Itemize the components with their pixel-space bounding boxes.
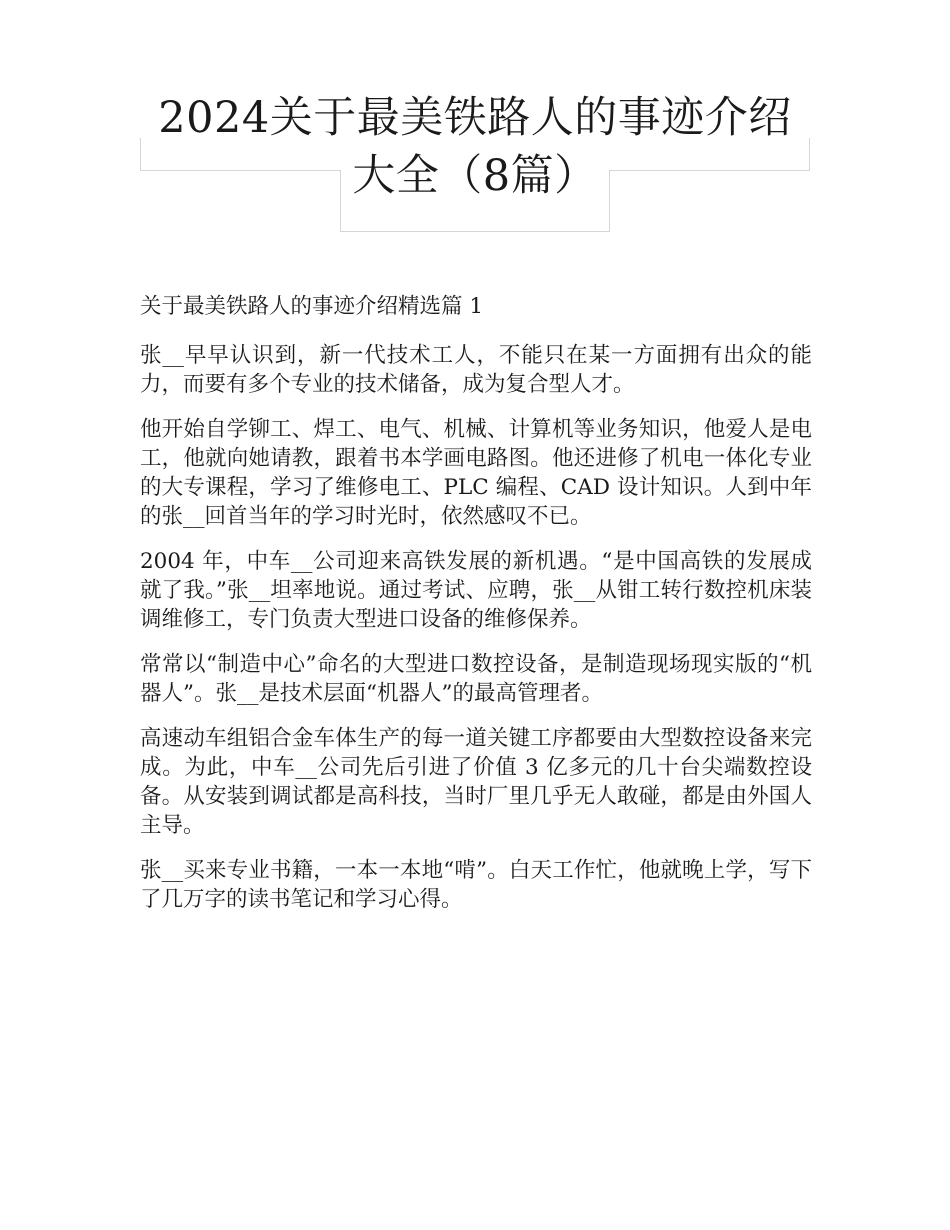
paragraph: 常常以“制造中心”命名的大型进口数控设备，是制造现场现实版的“机器人”。张__是技术层面“机器人”的最高管理者。: [140, 652, 812, 706]
section-heading: 关于最美铁路人的事迹介绍精选篇 1: [140, 294, 484, 319]
document-title-line-1: 2024关于最美铁路人的事迹介绍: [158, 93, 792, 143]
paragraph: 他开始自学铆工、焊工、电气、机械、计算机等业务知识，他爱人是电工，他就向她请教，跟着书本学画电路图。他还进修了机电一体化专业的大专课程，学习了维修电工、PLC 编程、CAD 设计知识。人到中年的张__回首当年的学习时光时，依然感叹不已。: [140, 417, 812, 529]
paragraph: 张__买来专业书籍，一本一本地“啃”。白天工作忙，他就晚上学，写下了几万字的读书笔记和学习心得。: [140, 858, 812, 912]
paragraph: 2004 年，中车__公司迎来高铁发展的新机遇。“是中国高铁的发展成就了我。”张__坦率地说。通过考试、应聘，张__从钳工转行数控机床装调维修工，专门负责大型进口设备的维修保养。: [140, 549, 812, 632]
paragraph: 高速动车组铝合金车体生产的每一道关键工序都要由大型数控设备来完成。为此，中车__公司先后引进了价值 3 亿多元的几十台尖端数控设备。从安装到调试都是高科技，当时厂里几乎无人敢碰，都是由外国人主导。: [140, 726, 812, 838]
document-body: [140, 292, 812, 930]
title-frame-inner-bottom: [340, 231, 610, 232]
document-title-line-2: 大全（8篇）: [352, 151, 598, 201]
paragraph: 张__早早认识到，新一代技术工人，不能只在某一方面拥有出众的能力，而要有多个专业的技术储备，成为复合型人才。: [140, 343, 812, 397]
